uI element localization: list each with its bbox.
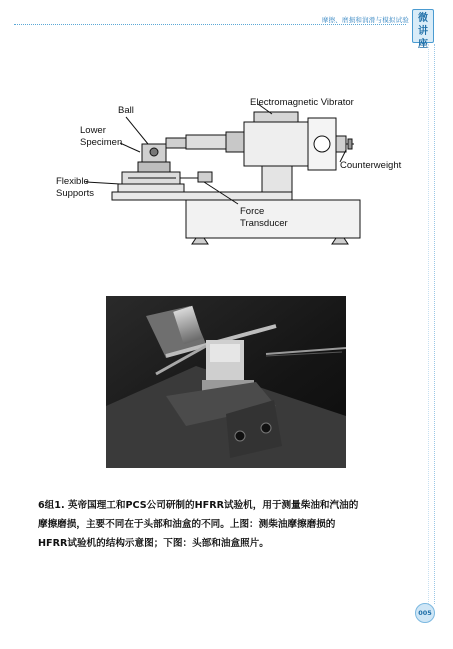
label-ball: Ball — [118, 105, 134, 116]
photo-drawing — [106, 296, 346, 468]
section-badge — [412, 9, 434, 50]
hfrr-schematic-drawing — [48, 92, 388, 254]
label-lower-specimen-line2: Specimen — [80, 137, 123, 148]
caption-line-1: 6组1. 英帝国理工和PCS公司研制的HFRR试验机，用于测量柴油和汽油的 — [38, 500, 359, 511]
label-force-transducer-line2: Transducer — [240, 218, 288, 229]
hfrr-schematic — [48, 92, 402, 254]
badge-char-3: 座 — [418, 39, 428, 50]
running-title: 摩擦、磨损和润滑与模拟试验 — [321, 16, 409, 24]
label-flexible-supports-line2: Supports — [56, 188, 95, 199]
label-lower-specimen-line1: Lower — [80, 125, 106, 136]
badge-char-1: 微 — [418, 13, 428, 24]
head-oilbath-photo — [106, 296, 346, 468]
badge-char-2: 讲 — [418, 26, 428, 37]
label-force-transducer-line1: Force — [240, 206, 265, 217]
margin-rule — [434, 44, 435, 604]
caption-line-2: 摩擦磨损，主要不同在于头部和油盒的不同。上图：测柴油摩擦磨损的 — [38, 519, 336, 530]
caption-line-3: HFRR试验机的结构示意图；下图：头部和油盒照片。 — [38, 538, 269, 549]
figure-caption — [38, 496, 408, 553]
margin-rule-inner — [428, 44, 429, 604]
label-counterweight: Counterweight — [340, 160, 402, 171]
label-electromagnetic-vibrator: Electromagnetic Vibrator — [250, 97, 354, 108]
label-flexible-supports-line1: Flexible — [56, 176, 89, 187]
header-divider — [14, 24, 406, 25]
page-number: 005 — [415, 603, 435, 623]
